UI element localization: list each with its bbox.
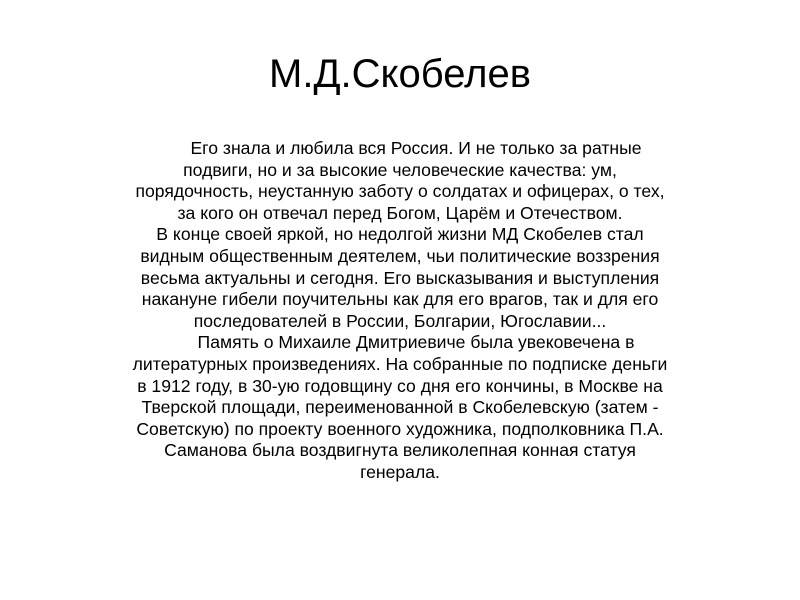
body-line: последователей в России, Болгарии, Югославии... bbox=[193, 310, 607, 331]
body-line: порядочность, неустанную заботу о солдатах и офицерах, о тех, bbox=[135, 181, 665, 202]
body-line: Саманова была воздвигнута великолепная конная статуя bbox=[164, 440, 636, 461]
slide-body-text bbox=[78, 138, 722, 484]
body-line: Память о Михаиле Дмитриевиче была увековечена в bbox=[197, 332, 635, 353]
body-line: за кого он отвечал перед Богом, Царём и Отечеством. bbox=[177, 202, 623, 223]
body-line: накануне гибели поучительны как для его врагов, так и для его bbox=[141, 289, 659, 310]
body-line: подвиги, но и за высокие человеческие качества: ум, bbox=[183, 159, 617, 180]
body-line: в 1912 году, в 30-ую годовщину со дня его кончины, в Москве на bbox=[137, 375, 663, 396]
body-line: Советскую) по проекту военного художника, подполковника П.А. bbox=[136, 418, 664, 439]
slide-title: М.Д.Скобелев bbox=[269, 52, 531, 96]
body-line: весьма актуальны и сегодня. Его высказывания и выступления bbox=[140, 267, 660, 288]
body-line: Его знала и любила вся Россия. И не только за ратные bbox=[190, 138, 642, 158]
body-line: литературных произведениях. На собранные по подписке деньги bbox=[132, 353, 668, 374]
body-line: видным общественным деятелем, чьи политические воззрения bbox=[140, 245, 660, 266]
body-line: Тверской площади, переименованной в Скобелевскую (затем - bbox=[141, 397, 659, 418]
body-line: В конце своей яркой, но недолгой жизни МД Скобелев стал bbox=[156, 224, 644, 245]
body-line: генерала. bbox=[360, 461, 440, 482]
